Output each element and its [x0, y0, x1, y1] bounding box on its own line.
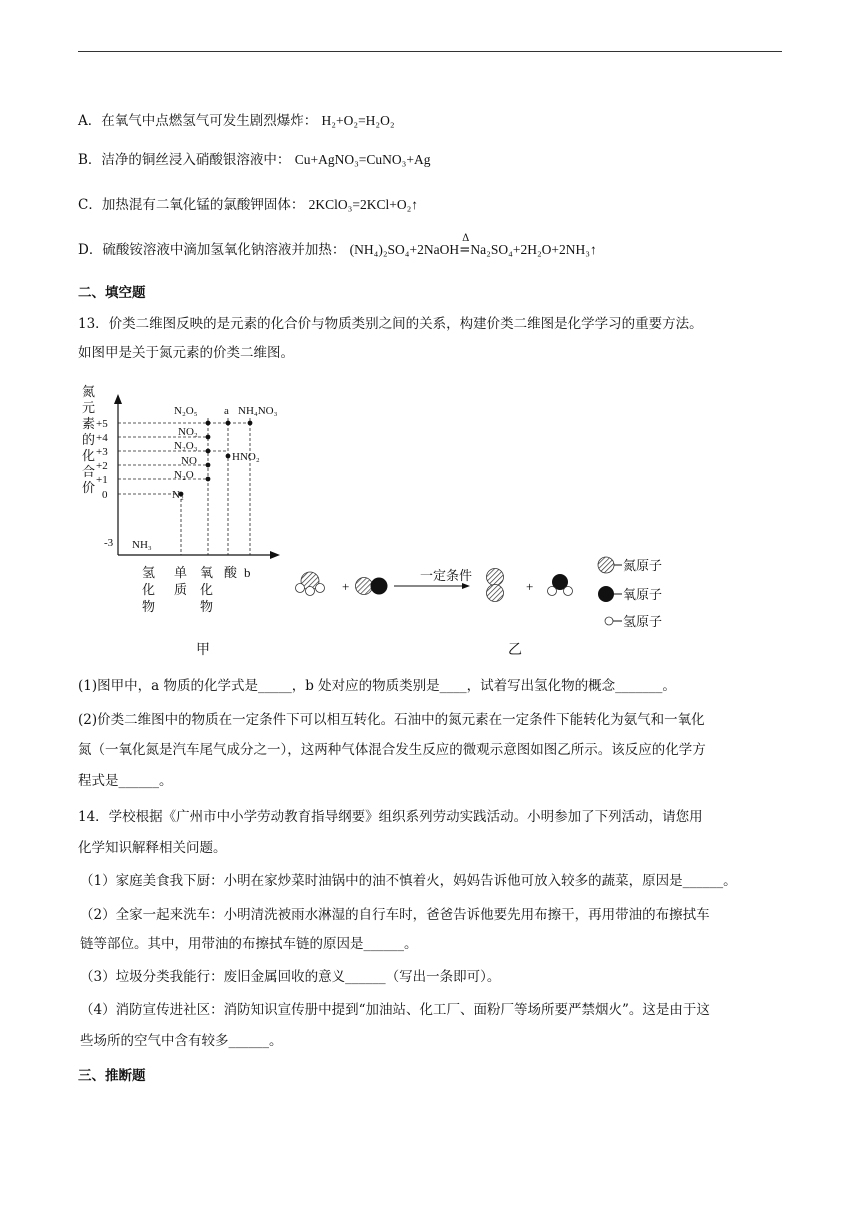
section-title-inference: 三、推断题 [78, 1068, 146, 1084]
q13-part-1: (1)图甲中，a 物质的化学式是_____，b 处对应的物质类别是____，试着写出氢化物的概念_______。 [78, 678, 676, 694]
label-no: NO [181, 455, 197, 467]
plus-sign-1: + [342, 579, 350, 594]
choice-b-text: B．洁净的铜丝浸入硝酸银溶液中： [78, 152, 291, 168]
q14-part-2-l1: （2）全家一起来洗车：小明清洗被雨水淋湿的自行车时，爸爸告诉他要先用布擦干，再用带油的布擦拭车 [80, 907, 710, 923]
xcat-acid: 酸 [224, 565, 238, 580]
ammonia-molecule [296, 572, 325, 596]
svg-text:氢: 氢 [142, 565, 156, 580]
diagram-jia-ylabel [82, 384, 95, 495]
svg-text:单: 单 [174, 565, 188, 580]
ytick-p1: +1 [96, 474, 108, 486]
label-n2o3: N₂O₃ [174, 440, 198, 452]
label-n2o5: N₂O₅ [174, 405, 198, 417]
q14-part-4-l1: （4）消防宣传进社区：消防知识宣传册中提到“加油站、化工厂、面粉厂等场所要严禁烟火”。这是由于这 [80, 1002, 710, 1018]
q14-line-2: 化学知识解释相关问题。 [78, 840, 227, 856]
xcat-oxide [200, 565, 213, 614]
label-n2: N₂ [172, 489, 184, 501]
legend-oxygen: 氧原子 [623, 587, 663, 602]
q14-part-3: （3）垃圾分类我能行：废旧金属回收的意义______（写出一条即可）。 [80, 969, 501, 985]
label-hno2: HNO₂ [232, 451, 260, 463]
svg-text:元: 元 [82, 400, 96, 415]
q14-part-1: （1）家庭美食我下厨：小明在家炒菜时油锅中的油不慎着火，妈妈告诉他可放入较多的蔬菜，原因是______。 [80, 873, 737, 889]
q14-part-2-l2: 链等部位。其中，用带油的布擦拭车链的原因是______。 [80, 936, 418, 952]
legend [598, 557, 662, 629]
q13-part-2-l2: 氮（一氧化氮是汽车尾气成分之一），这两种气体混合发生反应的微观示意图如图乙所示。该反应的化学方 [78, 742, 706, 758]
q13-part-2-l3: 程式是______。 [78, 773, 173, 789]
choice-d-text: D．硫酸铵溶液中滴加氢氧化钠溶液并加热： [78, 242, 346, 258]
label-nh3: NH₃ [132, 539, 152, 551]
choice-a [78, 111, 395, 131]
choice-c-text: C．加热混有二氧化锰的氯酸钾固体： [78, 197, 305, 213]
svg-text:质: 质 [174, 582, 188, 597]
label-n2o: N₂O [174, 469, 194, 481]
q13-part-2-l1: (2)价类二维图中的物质在一定条件下可以相互转化。石油中的氮元素在一定条件下能转化为氨气和一氧化 [78, 712, 705, 728]
svg-text:物: 物 [142, 599, 156, 614]
choice-c [78, 195, 418, 215]
q14-line-1: 14．学校根据《广州市中小学劳动教育指导纲要》组织系列劳动实践活动。小明参加了下列活动，请您用 [78, 809, 703, 825]
svg-text:素: 素 [82, 416, 96, 431]
choice-a-equation: H₂+O₂=H₂O₂ [321, 113, 395, 128]
svg-text:化: 化 [200, 582, 214, 597]
choice-d-equation-left: (NH₄)₂SO₄+2NaOH [349, 242, 460, 257]
svg-text:化: 化 [82, 448, 96, 463]
xcat-hydride [142, 565, 155, 614]
svg-text:化: 化 [142, 582, 156, 597]
choice-d [78, 233, 597, 260]
svg-text:的: 的 [82, 432, 96, 447]
q13-line-2: 如图甲是关于氮元素的价类二维图。 [78, 345, 294, 361]
caption-yi: 乙 [508, 643, 522, 658]
no-molecule [356, 578, 388, 595]
q14-part-4-l2: 些场所的空气中含有较多______。 [80, 1033, 283, 1049]
label-no2: NO₂ [178, 426, 198, 438]
choice-b [78, 150, 430, 170]
reaction-condition: 一定条件 [420, 568, 473, 583]
choice-c-equation: 2KClO₃=2KCl+O₂↑ [308, 197, 419, 212]
label-a: a [224, 405, 229, 417]
label-nh4no3: NH₄NO₃ [238, 405, 278, 417]
legend-nitrogen: 氮原子 [623, 558, 663, 573]
choice-b-equation: Cu+AgNO₃=CuNO₃+Ag [294, 152, 431, 167]
svg-text:合: 合 [82, 464, 96, 479]
diagram-yi [290, 555, 690, 660]
choice-d-equation-right: Na₂SO₄+2H₂O+2NH₃↑ [470, 242, 597, 257]
xcat-element [174, 565, 187, 597]
plus-sign-2: + [526, 579, 534, 594]
caption-jia: 甲 [196, 643, 210, 658]
ytick-0: 0 [102, 489, 108, 501]
xcat-b: b [244, 565, 251, 580]
ytick-m3: -3 [104, 537, 114, 549]
legend-hydrogen: 氢原子 [623, 614, 663, 629]
water-molecule [548, 574, 573, 596]
heat-symbol: Δ [462, 233, 470, 244]
ytick-p4: +4 [96, 432, 108, 444]
q13-line-1: 13．价类二维图反映的是元素的化合价与物质类别之间的关系，构建价类二维图是化学学习的重要方法。 [78, 316, 703, 332]
svg-text:物: 物 [200, 599, 214, 614]
heating-equals: Δ = [459, 240, 470, 260]
diagram-jia [78, 378, 298, 660]
svg-text:价: 价 [82, 480, 96, 495]
ytick-p2: +2 [96, 460, 108, 472]
section-title-fill: 二、填空题 [78, 285, 146, 301]
header-rule [78, 51, 782, 52]
svg-text:氧: 氧 [200, 565, 214, 580]
nitrogen-molecule [487, 569, 504, 602]
svg-text:氮: 氮 [82, 384, 96, 399]
ytick-p3: +3 [96, 446, 108, 458]
choice-a-text: A．在氧气中点燃氢气可发生剧烈爆炸： [78, 113, 318, 129]
ytick-p5: +5 [96, 418, 108, 430]
